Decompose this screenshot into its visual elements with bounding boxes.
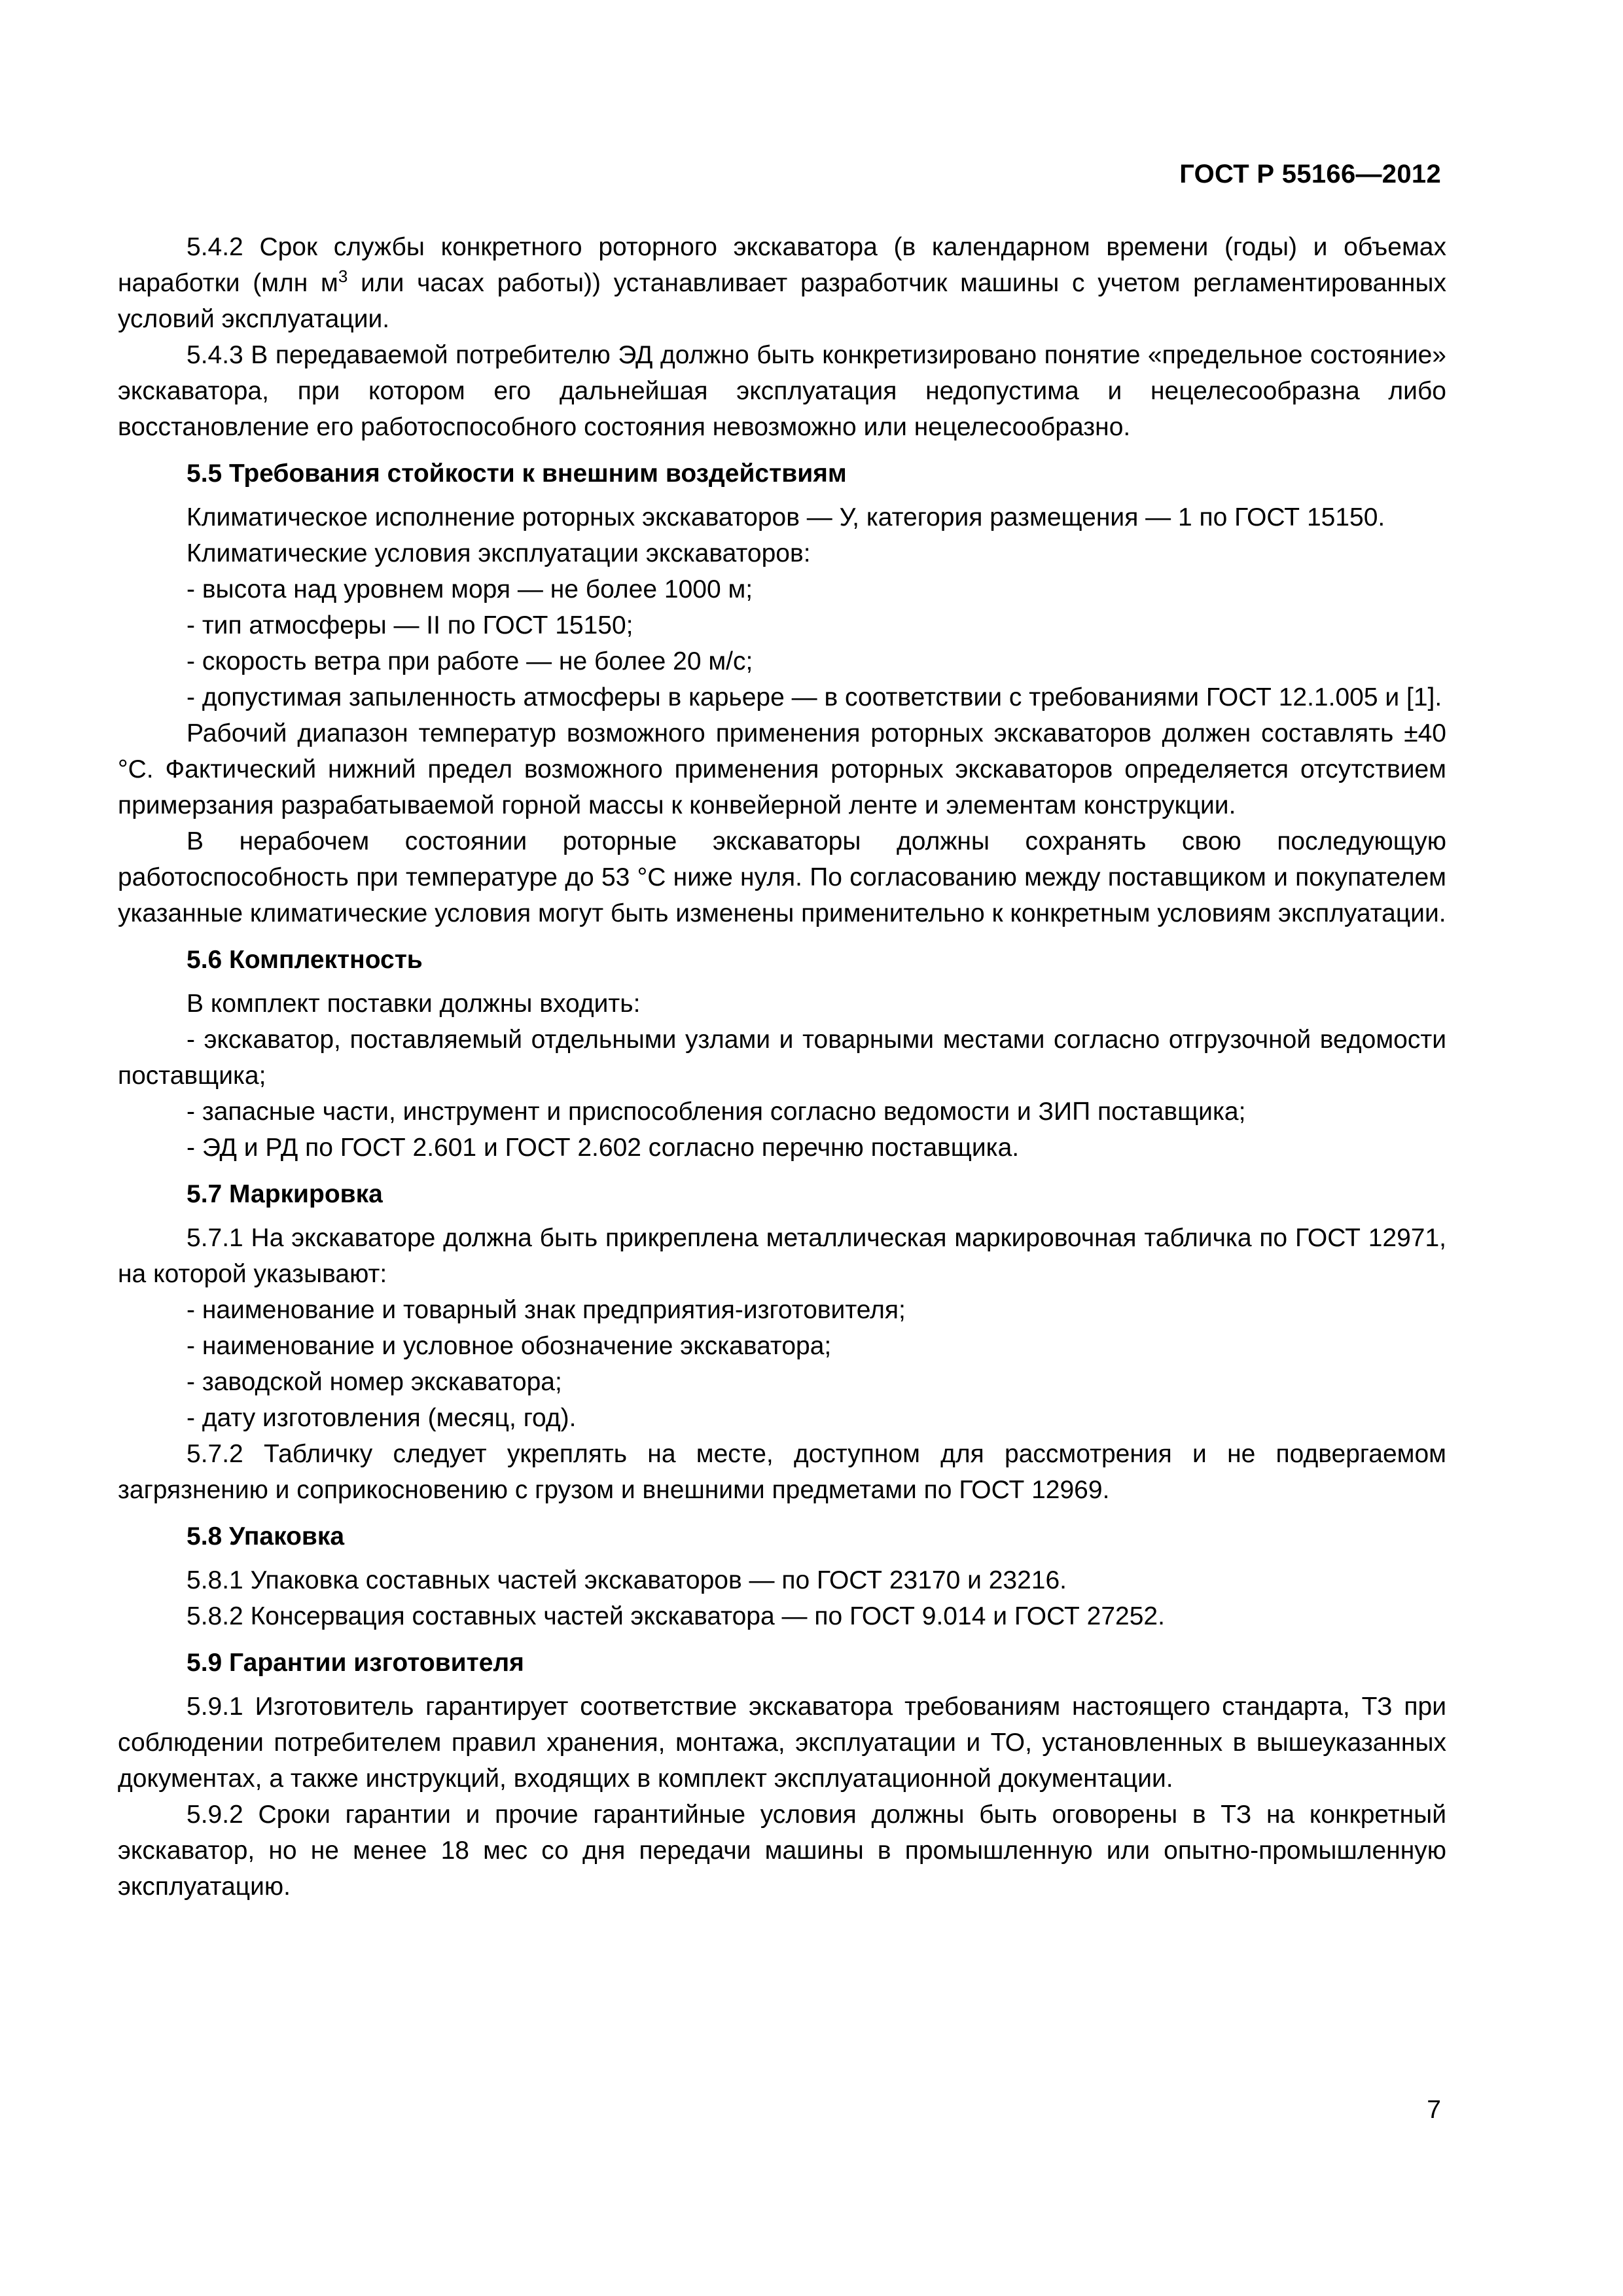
superscript-3: 3 bbox=[338, 266, 348, 286]
list-item: - дату изготовления (месяц, год). bbox=[187, 1404, 577, 1432]
paragraph-5-4-3: 5.4.3 В передаваемой потребителю ЭД должно быть конкретизировано понятие «предельное состояние» экскаватора, при котором его дальнейшая эксплуатация недопустима и нецелесообразна либо восстановление его работоспособного состояния невозможно или нецелесообразно. bbox=[118, 341, 1446, 441]
paragraph-5-4-2-tail: или часах работы)) устанавливает разработчик машины с учетом регламентированных условий эксплуатации. bbox=[118, 269, 1446, 333]
page-number: 7 bbox=[1427, 2096, 1441, 2124]
paragraph-non-working-state: В нерабочем состоянии роторные экскаваторы должны сохранять свою последующую работоспособность при температуре до 53 °С ниже нуля. По согласованию между поставщиком и покупателем указанные климатические условия могут быть изменены применительно к конкретным условиям эксплуатации. bbox=[118, 827, 1446, 927]
paragraph-5-4-2 bbox=[118, 229, 1446, 337]
paragraph-5-8-2: 5.8.2 Консервация составных частей экскаватора — по ГОСТ 9.014 и ГОСТ 27252. bbox=[187, 1602, 1165, 1630]
document-body bbox=[118, 229, 1446, 1905]
paragraph-5-4-2-text: 5.4.2 Срок службы конкретного роторного экскаватора (в календарном времени (годы) и объемах наработки (млн м bbox=[118, 233, 1446, 297]
paragraph-5-9-2: 5.9.2 Сроки гарантии и прочие гарантийные условия должны быть оговорены в ТЗ на конкретный экскаватор, но не менее 18 мес со дня передачи машины в промышленную или опытно-промышленную эксплуатацию. bbox=[118, 1801, 1446, 1901]
section-heading-5-9: 5.9 Гарантии изготовителя bbox=[187, 1649, 524, 1677]
list-item: - наименование и товарный знак предприятия-изготовителя; bbox=[187, 1296, 906, 1324]
paragraph-climate-conditions: Климатические условия эксплуатации экскаваторов: bbox=[187, 539, 811, 567]
section-heading-5-8: 5.8 Упаковка bbox=[187, 1522, 345, 1551]
paragraph-5-8-1: 5.8.1 Упаковка составных частей экскаваторов — по ГОСТ 23170 и 23216. bbox=[187, 1566, 1067, 1594]
list-item: - тип атмосферы — II по ГОСТ 15150; bbox=[187, 611, 633, 639]
section-heading-5-7: 5.7 Маркировка bbox=[187, 1180, 383, 1208]
list-item: - высота над уровнем моря — не более 1000 м; bbox=[187, 575, 753, 603]
list-item: - ЭД и РД по ГОСТ 2.601 и ГОСТ 2.602 согласно перечню поставщика. bbox=[187, 1134, 1020, 1162]
list-item: - заводской номер экскаватора; bbox=[187, 1368, 562, 1396]
list-item: - наименование и условное обозначение экскаватора; bbox=[187, 1332, 832, 1360]
list-item: - запасные части, инструмент и приспособления согласно ведомости и ЗИП поставщика; bbox=[187, 1098, 1246, 1126]
section-heading-5-6: 5.6 Комплектность bbox=[187, 946, 423, 974]
paragraph-temperature-range: Рабочий диапазон температур возможного применения роторных экскаваторов должен составлять ±40 °С. Фактический нижний предел возможного применения роторных экскаваторов определяется отсутствием примерзания разрабатываемой горной массы к конвейерной ленте и элементам конструкции. bbox=[118, 719, 1446, 819]
list-item: - экскаватор, поставляемый отдельными узлами и товарными местами согласно отгрузочной ведомости поставщика; bbox=[118, 1026, 1446, 1090]
paragraph-5-7-2: 5.7.2 Табличку следует укреплять на месте, доступном для рассмотрения и не подвергаемом загрязнению и соприкосновению с грузом и внешними предметами по ГОСТ 12969. bbox=[118, 1440, 1446, 1504]
list-item: - скорость ветра при работе — не более 20 м/с; bbox=[187, 647, 753, 675]
section-heading-5-5: 5.5 Требования стойкости к внешним воздействиям bbox=[187, 459, 847, 488]
paragraph-delivery-set: В комплект поставки должны входить: bbox=[187, 990, 641, 1018]
paragraph-5-7-1: 5.7.1 На экскаваторе должна быть прикреплена металлическая маркировочная табличка по ГОСТ 12971, на которой указывают: bbox=[118, 1224, 1446, 1288]
paragraph-climate-version: Климатическое исполнение роторных экскаваторов — У, категория размещения — 1 по ГОСТ 15150. bbox=[187, 503, 1385, 531]
list-item: - допустимая запыленность атмосферы в карьере — в соответствии с требованиями ГОСТ 12.1.005 и [1]. bbox=[187, 683, 1442, 711]
standard-code-header: ГОСТ Р 55166—2012 bbox=[1179, 160, 1441, 188]
paragraph-5-9-1: 5.9.1 Изготовитель гарантирует соответствие экскаватора требованиям настоящего стандарта, ТЗ при соблюдении потребителем правил хранения, монтажа, эксплуатации и ТО, установленных в вышеуказанных документах, а также инструкций, входящих в комплект эксплуатационной документации. bbox=[118, 1693, 1446, 1793]
